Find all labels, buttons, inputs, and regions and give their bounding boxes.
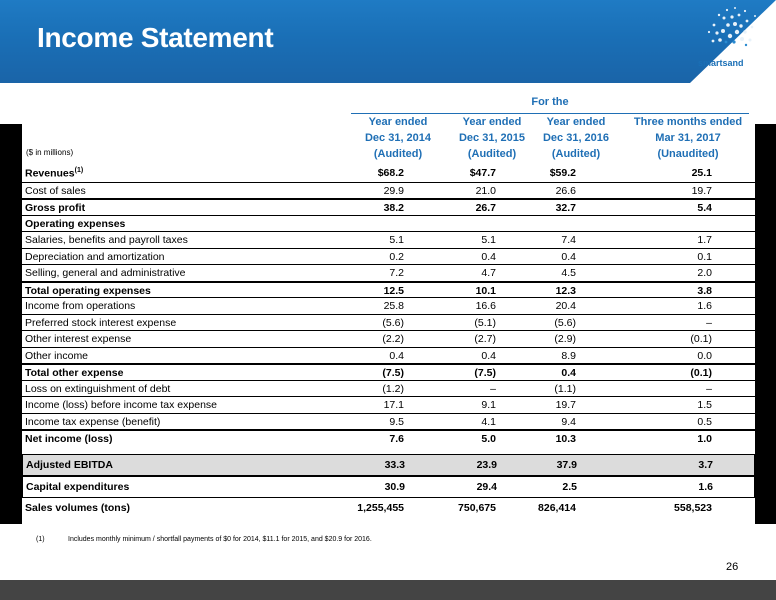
table-cell: 19.7 <box>691 184 712 197</box>
table-cell: 38.2 <box>383 202 404 214</box>
table-cell: 3.8 <box>697 284 712 297</box>
table-cell: 0.4 <box>561 250 576 263</box>
table-cell: 12.3 <box>555 284 576 297</box>
smartsand-logo <box>690 2 776 82</box>
table-cell: (0.1) <box>690 333 712 345</box>
table-cell: $59.2 <box>549 167 576 179</box>
table-cell: (5.6) <box>554 316 576 329</box>
column-header-2016: Year ended Dec 31, 2016 (Audited) <box>542 116 610 160</box>
table-cell: 20.4 <box>555 300 576 312</box>
row-label: Sales volumes (tons) <box>25 502 131 514</box>
footnote-text: Includes monthly minimum / shortfall payments of $0 for 2014, $11.1 for 2015, and $20.9 for 2016. <box>68 536 372 543</box>
table-row <box>22 314 755 331</box>
row-label: Net income (loss) <box>25 433 113 445</box>
table-row <box>22 297 755 314</box>
table-cell: (1.1) <box>554 382 576 395</box>
table-cell: 0.4 <box>481 250 496 263</box>
table-cell: 25.8 <box>383 300 404 312</box>
table-cell: 1.5 <box>697 399 712 411</box>
table-cell: – <box>490 382 496 395</box>
table-cell: 5.1 <box>481 234 496 246</box>
table-cell: 29.9 <box>383 184 404 197</box>
table-cell: 0.1 <box>697 250 712 263</box>
table-cell: 7.2 <box>389 267 404 279</box>
table-cell: $68.2 <box>377 167 404 179</box>
cell-2016: 2.5 <box>562 481 577 493</box>
row-label: Total other expense <box>25 367 124 379</box>
cell-q1-2017: 558,523 <box>674 502 712 514</box>
column-header-2014: Year ended Dec 31, 2014 (Audited) <box>364 116 432 160</box>
table-cell: 0.5 <box>697 415 712 428</box>
table-cell: (2.2) <box>382 333 404 345</box>
table-cell: 0.0 <box>697 349 712 362</box>
footnote-number: (1) <box>36 536 45 543</box>
table-cell: (5.6) <box>382 316 404 329</box>
table-cell: 7.4 <box>561 234 576 246</box>
cell-2014: 30.9 <box>384 481 405 493</box>
table-row <box>22 182 755 199</box>
table-cell: 5.4 <box>697 202 712 214</box>
table-cell: 7.6 <box>389 433 404 445</box>
table-cell: (5.1) <box>474 316 496 329</box>
table-cell: 0.4 <box>389 349 404 362</box>
footer-bar <box>0 580 776 600</box>
table-cell: 5.0 <box>481 433 496 445</box>
row-label: Revenues$^{(1)}$ <box>25 167 84 180</box>
logo-wordmark: smartsand <box>698 58 744 68</box>
table-cell: 26.7 <box>475 202 496 214</box>
table-cell: 16.6 <box>475 300 496 312</box>
table-cell: (2.7) <box>474 333 496 345</box>
row-label: Income tax expense (benefit) <box>25 415 161 428</box>
income-statement-table <box>22 165 755 446</box>
table-cell: 26.6 <box>555 184 576 197</box>
table-cell: 10.3 <box>555 433 576 445</box>
page-title: Income Statement <box>37 22 274 53</box>
table-row <box>22 198 755 215</box>
table-row <box>22 347 755 364</box>
cell-2014: 1,255,455 <box>357 502 404 514</box>
row-label: Income from operations <box>25 300 136 312</box>
table-cell: 0.4 <box>481 349 496 362</box>
left-edge-bar <box>0 124 22 524</box>
table-cell: 25.1 <box>691 167 712 179</box>
table-cell: 1.6 <box>697 300 712 312</box>
row-label: Selling, general and administrative <box>25 267 186 279</box>
table-cell: 10.1 <box>475 284 496 297</box>
table-row <box>22 248 755 265</box>
table-cell: 32.7 <box>555 202 576 214</box>
table-row <box>22 281 755 298</box>
table-cell: – <box>706 316 712 329</box>
table-cell: 4.1 <box>481 415 496 428</box>
table-cell: 1.0 <box>697 433 712 445</box>
row-label: Other interest expense <box>25 333 132 345</box>
units-label: ($ in millions) <box>26 148 74 157</box>
cell-2016: 826,414 <box>538 502 576 514</box>
table-row <box>22 165 755 182</box>
table-cell: 4.5 <box>561 267 576 279</box>
table-cell: 0.4 <box>561 367 576 379</box>
table-row <box>22 380 755 397</box>
capital-expenditures-row <box>22 476 755 498</box>
table-cell: 9.5 <box>389 415 404 428</box>
table-cell: – <box>706 382 712 395</box>
row-label: Capital expenditures <box>26 481 130 493</box>
cell-2015: 23.9 <box>476 459 497 471</box>
table-row <box>22 363 755 380</box>
table-cell: $47.7 <box>469 167 496 179</box>
row-label: Salaries, benefits and payroll taxes <box>25 234 188 246</box>
row-label: Other income <box>25 349 89 362</box>
row-label: Cost of sales <box>25 184 86 197</box>
cell-2016: 37.9 <box>556 459 577 471</box>
table-row <box>22 429 755 446</box>
adjusted-ebitda-row <box>22 454 755 476</box>
column-header-2015: Year ended Dec 31, 2015 (Audited) <box>458 116 526 160</box>
row-label: Depreciation and amortization <box>25 250 165 263</box>
table-row <box>22 264 755 281</box>
table-cell: 4.7 <box>481 267 496 279</box>
row-label: Total operating expenses <box>25 284 151 297</box>
row-label: Operating expenses <box>25 217 126 230</box>
table-cell: (2.9) <box>554 333 576 345</box>
table-cell: 17.1 <box>383 399 404 411</box>
cell-q1-2017: 3.7 <box>698 459 713 471</box>
table-cell: 9.1 <box>481 399 496 411</box>
table-row <box>22 396 755 413</box>
table-cell: (7.5) <box>474 367 496 379</box>
table-row <box>22 231 755 248</box>
cell-2015: 29.4 <box>476 481 497 493</box>
table-cell: (0.1) <box>690 367 712 379</box>
table-cell: 8.9 <box>561 349 576 362</box>
table-row <box>22 330 755 347</box>
footnote-marker: (1) <box>74 167 84 174</box>
right-edge-bar <box>755 124 776 524</box>
table-row <box>22 413 755 430</box>
row-label: Adjusted EBITDA <box>26 459 113 471</box>
sales-volumes-row <box>22 498 755 520</box>
row-label: Income (loss) before income tax expense <box>25 399 218 411</box>
page-number: 26 <box>726 561 739 573</box>
cell-2015: 750,675 <box>458 502 496 514</box>
table-cell: (7.5) <box>382 367 404 379</box>
column-header-q1-2017: Three months ended Mar 31, 2017 (Unaudited) <box>633 116 743 160</box>
table-row <box>22 215 755 232</box>
table-cell: 21.0 <box>475 184 496 197</box>
table-cell: 12.5 <box>383 284 404 297</box>
row-label: Preferred stock interest expense <box>25 316 177 329</box>
cell-q1-2017: 1.6 <box>698 481 713 493</box>
table-cell: 5.1 <box>389 234 404 246</box>
table-cell: 9.4 <box>561 415 576 428</box>
table-cell: (1.2) <box>382 382 404 395</box>
cell-2014: 33.3 <box>384 459 405 471</box>
table-cell: 19.7 <box>555 399 576 411</box>
column-group-label: For the <box>351 96 749 114</box>
table-cell: 1.7 <box>697 234 712 246</box>
table-cell: 0.2 <box>389 250 404 263</box>
table-cell: 2.0 <box>697 267 712 279</box>
row-label: Loss on extinguishment of debt <box>25 382 171 395</box>
row-label: Gross profit <box>25 202 86 214</box>
